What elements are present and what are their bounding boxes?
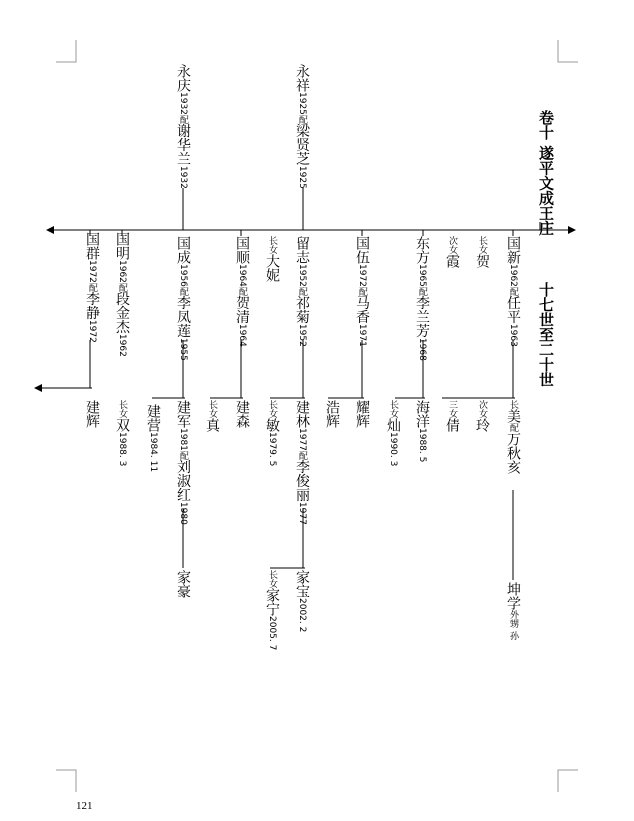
person-guoming: 国明1962配段金杰1962 <box>114 232 130 357</box>
child-qian: 三女倩 <box>444 400 460 432</box>
child-yaohui: 耀辉 <box>354 400 370 428</box>
child-jianjun: 建军1981配刘淑红1980 <box>175 400 191 525</box>
person-guoqun: 国群1972配李静1972 <box>84 232 100 343</box>
child-mei: 长美配万秋亥 <box>505 400 521 474</box>
child-jianhui: 建辉 <box>84 400 100 428</box>
person-dongfang: 东方1965配李兰芳1968 <box>414 236 430 361</box>
child-ling: 次女玲 <box>474 400 490 432</box>
generation-range: 十七世至二十世 <box>537 282 555 387</box>
page-number: 121 <box>76 800 93 812</box>
grandson-kunxue: 坤学外甥 孙 <box>505 582 521 640</box>
volume-title: 卷十 遂平文成王庄 <box>537 110 555 236</box>
person-guocheng: 国成1956配李凤莲1955 <box>175 236 191 361</box>
child-jianying: 建营1984. 11 <box>145 404 161 473</box>
grandchild-jianing: 长女家宁2005. 7 <box>264 570 280 651</box>
person-guowu: 国伍1972配马香1971 <box>354 236 370 347</box>
child-haiyang: 海洋1988. 5 <box>414 400 430 463</box>
person-liuzhi: 留志1952配祁菊1952 <box>294 236 310 347</box>
child-jiansen: 建森 <box>234 400 250 428</box>
person-yongxiang: 永祥1925配梁贤芝1925 <box>294 64 310 189</box>
grandchild-jiabao: 家宝2002. 2 <box>294 570 310 633</box>
child-zhen: 长女真 <box>204 400 220 432</box>
child-haohui: 浩辉 <box>324 400 340 428</box>
person-yongqing: 永庆1932配谢华兰1932 <box>175 64 191 189</box>
child-xia: 次女霞 <box>444 236 460 268</box>
child-shuang: 长女双1988. 3 <box>114 400 130 467</box>
child-can: 长女灿1990. 3 <box>385 400 401 467</box>
child-jianlin: 建林1977配李俊丽1977 <box>294 400 310 525</box>
person-guoxin: 国新1962配任平1963 <box>505 236 521 347</box>
child-min: 长女敏1979. 5 <box>264 400 280 467</box>
child-he: 长女贺 <box>474 236 490 268</box>
child-danni: 长女大妮 <box>264 236 280 282</box>
person-guoshun: 国顺1964配贺清1964 <box>234 236 250 347</box>
grandchild-jiahao: 家豪 <box>175 570 191 598</box>
